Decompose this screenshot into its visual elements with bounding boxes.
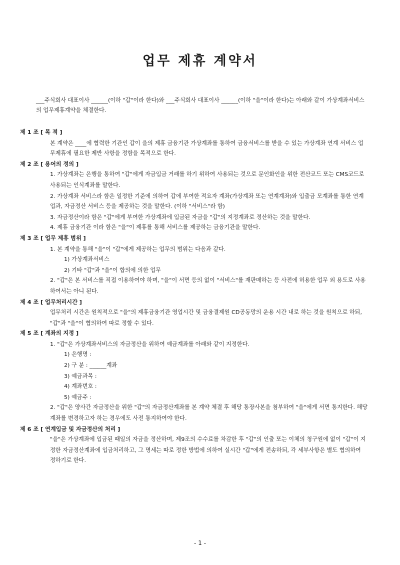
article-line: 본 계약은 ____에 협력한 기관인 갑이 을의 제휴 금융기관 가상계좌를 통하여 금융서비스를 받을 수 있는 가상계좌 연계 서비스 업무제휴에 필요한 제반 사항을 정함을 목적으로 한다.	[50, 140, 364, 158]
article-line: 1) 가상계좌서비스	[64, 257, 110, 264]
article-line: 업무처리 시간은 원칙적으로 "을"의 제휴금융기관 영업시간 및 금융결제원 CD공동망의 운용 시간 내로 하는 것을 원칙으로 하되, "갑"과 "을"이 협의하여 따로 정할 수 있다.	[50, 310, 362, 327]
article-heading: 제 5 조 [ 계좌의 지정 ]	[20, 331, 79, 338]
article-heading: 제 6 조 [ 연계입금 및 자금정산의 처리 ]	[20, 426, 121, 433]
article-heading: 제 2 조 [ 용어의 정의 ]	[20, 161, 79, 168]
article-section	[20, 234, 368, 298]
article-line: 2. "갑"은 본 서비스를 직접 이용하여야 하며, "을"이 서면 등의 없이 "서비스"를 재판매하는 등 사전에 허용한 업무 외 용도로 사용하여서는 아니 된다.	[50, 278, 366, 295]
article-line: 3. 자금정산이라 함은 "갑"에게 부여한 가상계좌에 입금된 자금을 "갑"의 지정계좌로 정산하는 것을 말한다.	[50, 214, 311, 221]
page-number: - 1 -	[194, 540, 206, 547]
article-section	[20, 160, 368, 234]
article-line: 1) 은행명 :	[64, 352, 92, 359]
article-line: 4) 계좌번호 :	[64, 384, 97, 391]
article-line: 2. 가상계좌 서비스라 함은 일정한 기준에 의하여 갑에 부여한 적요자 계좌(가상계좌 또는 연계계좌)와 입출금 모계좌를 통한 연계업과, 자금정산 서비스 등을 제공하는 것을 말한다. (이하 "서비스"라 함)	[50, 193, 364, 211]
article-section	[20, 329, 368, 424]
article-section	[20, 128, 368, 160]
article-line: 2. "갑"은 양사간 자금정산을 위한 "갑"의 자금정산계좌를 본 계약 체결 후 해당 통장사본을 첨부하여 "을"에게 서면 통지한다. 해당 계좌를 변경하고자 하는 경우에도 사전 통지하여야 한다.	[50, 405, 368, 423]
intro-paragraph: ___주식회사 대표이사 ______(이하 "갑"이라 한다)와 ___주식회사 대표이사 ______(이하 "을"이라 한다)는 아래와 같이 가상계좌서비스의 업무제휴계약을 체결한다.	[36, 98, 365, 115]
article-line: 2) 기타 "갑"과 "을"이 합의에 의한 업무	[64, 267, 161, 274]
article-heading: 제 3 조 [ 업무 제휴 범위 ]	[20, 235, 86, 242]
article-heading: 제 1 조 [ 목 적 ]	[20, 130, 63, 136]
article-line: 2) 구 분 : ______계좌	[64, 363, 118, 370]
article-line: 3) 예금과목 :	[64, 373, 97, 380]
article-line: 4. 제휴 금융기관 이라 함은 "을"이 제휴를 통해 서비스를 제공하는 금융기관을 말한다.	[50, 225, 261, 232]
document-title: 업무 제휴 계약서	[142, 54, 258, 69]
article-section	[20, 298, 368, 330]
articles-container	[20, 128, 368, 467]
article-line: 1. 본 계약을 통해 "을"이 "갑"에게 제공하는 업무의 범위는 다음과 같다.	[50, 246, 226, 253]
article-heading: 제 4 조 [ 업무처리시간 ]	[20, 299, 82, 306]
article-line: 1. 가상계좌는 은행을 통하여 "갑"에게 자금입금 거래를 하기 위하여 사용되는 것으로 문인화인을 위한 전산코드 또는 CMS코드로 사용되는 인식계좌를 말한다.	[50, 172, 365, 189]
article-line: 1. "갑"은 가상계좌서비스의 자금정산을 위하여 예금계좌를 아래와 같이 지정한다.	[50, 341, 250, 348]
article-line: "을"은 가상계좌에 입금된 때일의 자금을 정산하며, 제9조의 수수료를 차감한 후 "갑"의 인출 또는 이체의 청구원에 없이 "갑"이 지정한 자금정산계좌에 입금처리하고, 그 명세는 따로 정한 방법에 의하여 실시간 "갑"에게 전송하되, 각 세부사항은 별도 협의하여 정하기로 한다.	[50, 437, 366, 465]
article-section	[20, 425, 368, 467]
article-line: 5) 예금주 :	[64, 394, 92, 401]
